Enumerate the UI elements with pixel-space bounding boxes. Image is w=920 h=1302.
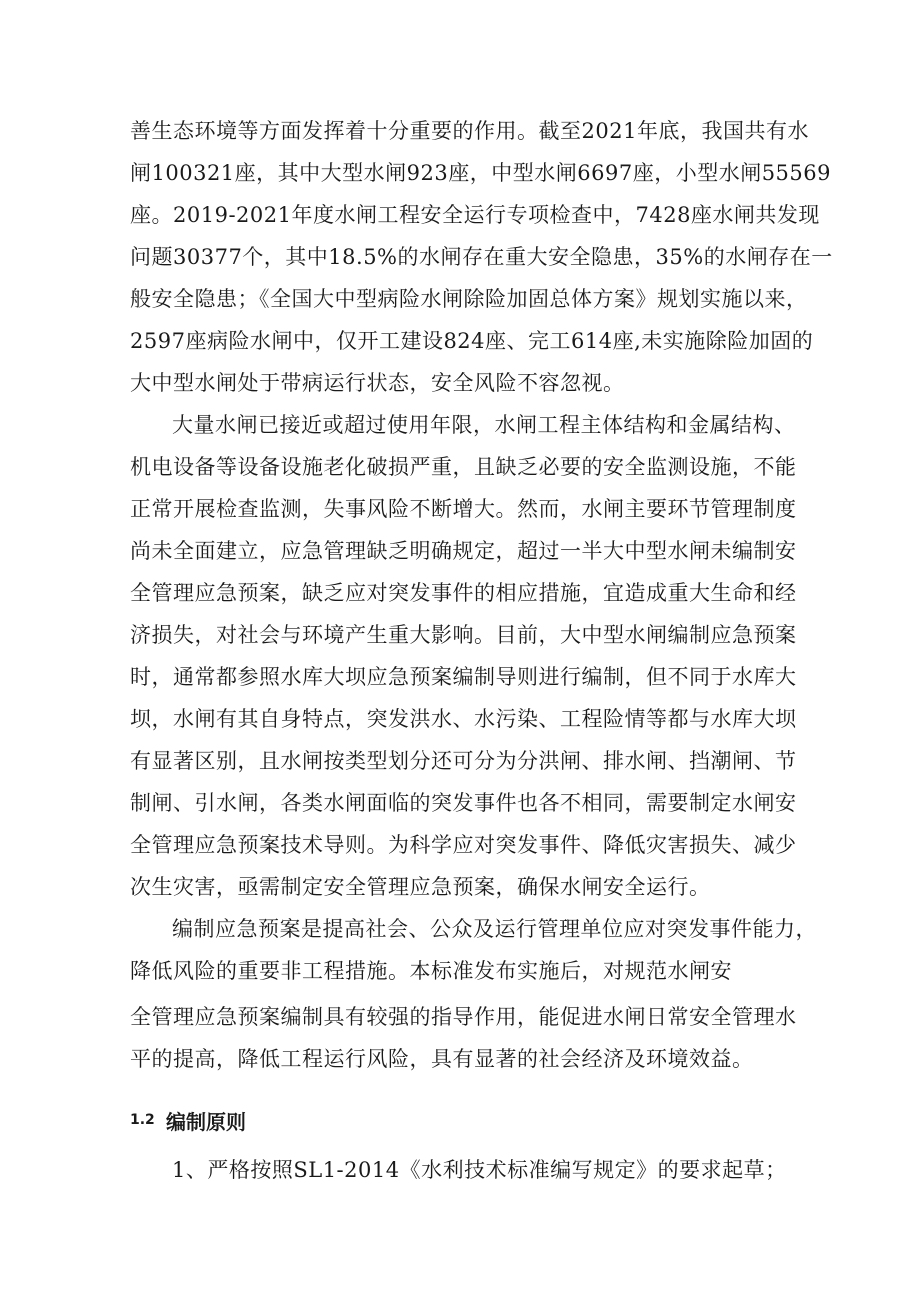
text-line: 大中型水闸处于带病运行状态，安全风险不容忽视。 — [130, 371, 625, 395]
section-number: 1.2 — [130, 1112, 155, 1128]
list-item: 1、严格按照SL1-2014《水利技术标准编写规定》的要求起草； — [172, 1158, 787, 1182]
text-line: 机电设备等设备设施老化破损严重，且缺乏必要的安全监测设施，不能 — [130, 455, 797, 479]
text-line: 全管理应急预案编制具有较强的指导作用，能促进水闸日常安全管理水 — [130, 1005, 797, 1029]
section-title: 编制原则 — [166, 1110, 246, 1134]
text-line: 平的提高，降低工程运行风险，具有显著的社会经济及环境效益。 — [130, 1047, 754, 1071]
text-line: 全管理应急预案，缺乏应对突发事件的相应措施，宜造成重大生命和经 — [130, 581, 797, 605]
text-line: 正常开展检查监测，失事风险不断增大。然而，水闸主要环节管理制度 — [130, 497, 797, 521]
text-line: 2597座病险水闸中，仅开工建设824座、完工614座,未实施除险加固的 — [130, 329, 814, 353]
text-line: 次生灾害，亟需制定安全管理应急预案，确保水闸安全运行。 — [130, 875, 711, 899]
text-line: 问题30377个，其中18.5%的水闸存在重大安全隐患，35%的水闸存在一 — [130, 245, 833, 269]
text-line: 善生态环境等方面发挥着十分重要的作用。截至2021年底，我国共有水 — [130, 119, 809, 143]
text-line: 有显著区别，且水闸按类型划分还可分为分洪闸、排水闸、挡潮闸、节 — [130, 749, 797, 773]
text-line: 坝，水闸有其自身特点，突发洪水、水污染、工程险情等都与水库大坝 — [130, 707, 797, 731]
text-line: 时，通常都参照水库大坝应急预案编制导则进行编制，但不同于水库大 — [130, 665, 797, 689]
text-line: 全管理应急预案技术导则。为科学应对突发事件、降低灾害损失、减少 — [130, 833, 797, 857]
text-line: 编制应急预案是提高社会、公众及运行管理单位应对突发事件能力， — [172, 917, 817, 941]
text-line: 降低风险的重要非工程措施。本标准发布实施后，对规范水闸安 — [130, 959, 732, 983]
text-line: 闸100321座，其中大型水闸923座，中型水闸6697座，小型水闸55569 — [130, 161, 831, 185]
text-line: 座。2019-2021年度水闸工程安全运行专项检查中，7428座水闸共发现 — [130, 203, 820, 227]
text-line: 制闸、引水闸，各类水闸面临的突发事件也各不相同，需要制定水闸安 — [130, 791, 797, 815]
text-line: 般安全隐患；《全国大中型病险水闸除险加固总体方案》规划实施以来， — [130, 287, 808, 311]
text-line: 大量水闸已接近或超过使用年限，水闸工程主体结构和金属结构、 — [172, 413, 796, 437]
text-line: 尚未全面建立，应急管理缺乏明确规定，超过一半大中型水闸未编制安 — [130, 539, 797, 563]
text-line: 济损失，对社会与环境产生重大影响。目前，大中型水闸编制应急预案 — [130, 623, 797, 647]
